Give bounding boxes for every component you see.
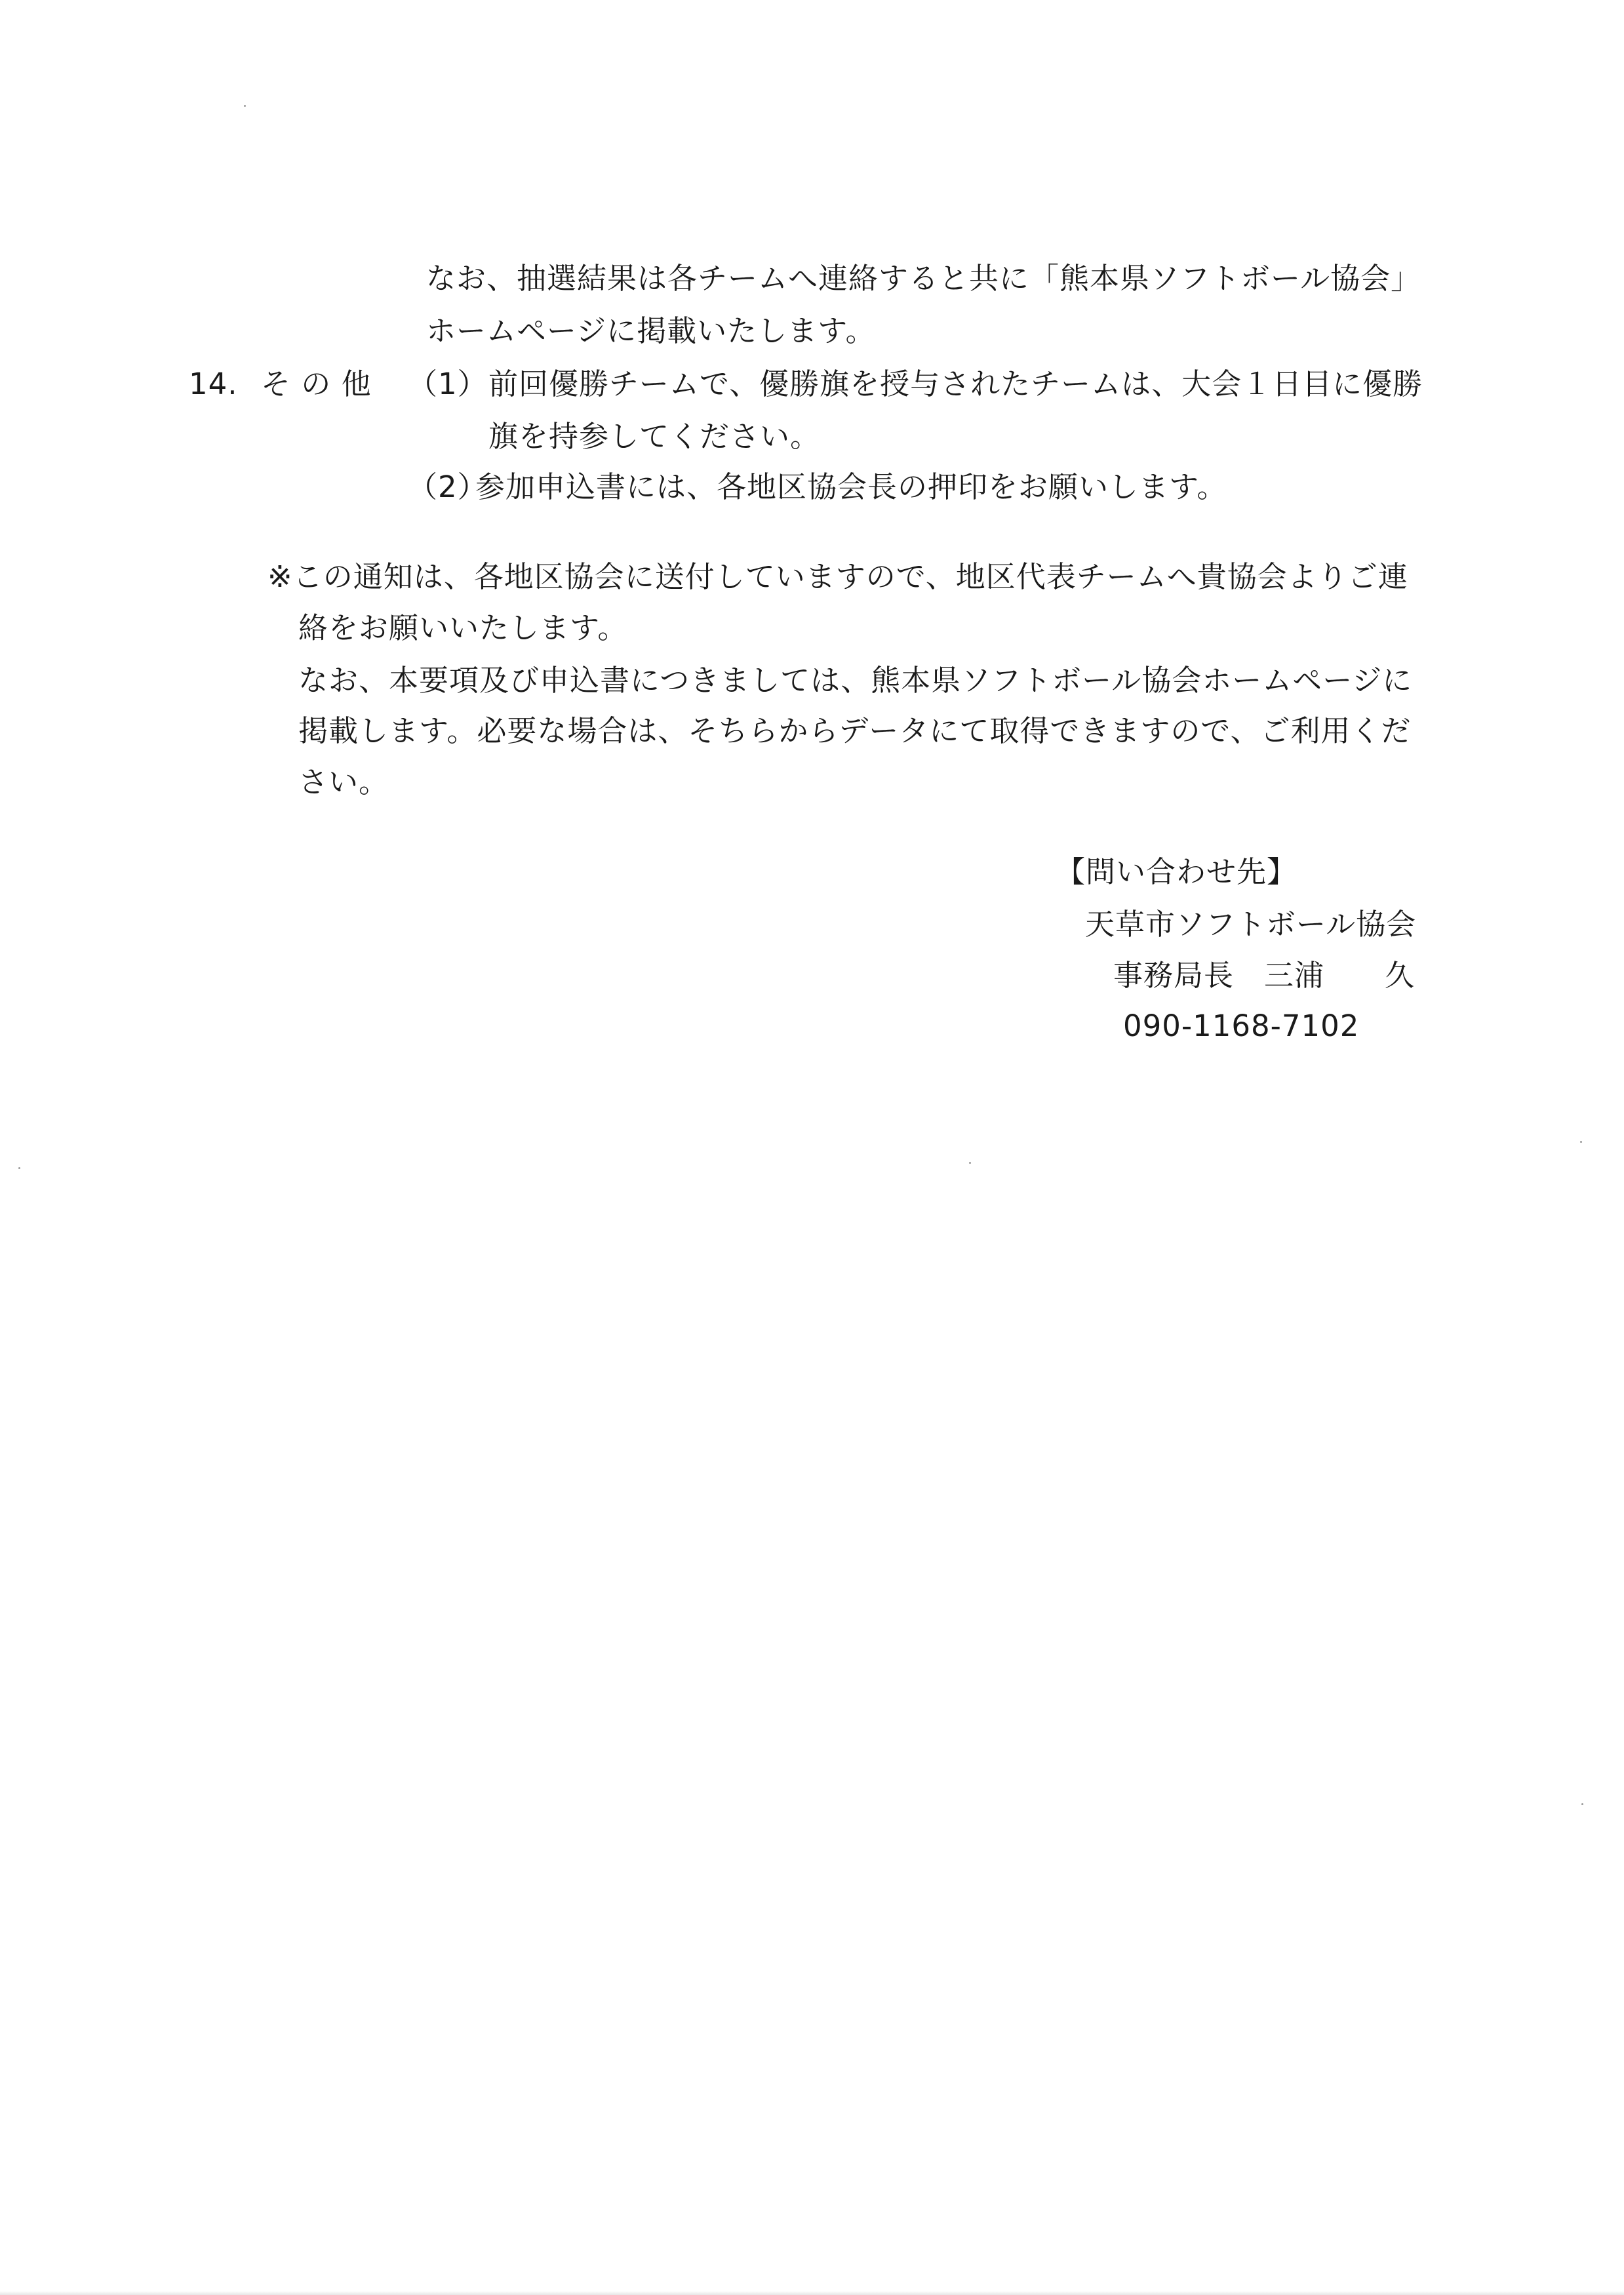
item-sub1-marker: （1） bbox=[408, 367, 488, 401]
scan-speck bbox=[1580, 1141, 1582, 1143]
contact-organization: 天草市ソフトボール協会 bbox=[1085, 907, 1417, 942]
item-heading: そ の 他 bbox=[261, 367, 372, 401]
notice-line-1: ※この通知は、各地区協会に送付していますので、地区代表チームへ貴協会よりご連 bbox=[267, 559, 1408, 594]
item-sub2-marker: （2） bbox=[408, 469, 488, 504]
notice-line-5: さい。 bbox=[298, 765, 389, 799]
scan-speck bbox=[244, 105, 246, 107]
drawing-note-line-1: なお、抽選結果は各チームへ連絡すると共に「熊本県ソフトボール協会」 bbox=[426, 261, 1421, 296]
contact-heading: 【問い合わせ先】 bbox=[1056, 854, 1297, 889]
scan-speck bbox=[1581, 1803, 1583, 1805]
item-sub2-text: 参加申込書には、各地区協会長の押印をお願いします。 bbox=[475, 469, 1227, 504]
item-number: 14. bbox=[189, 367, 238, 401]
notice-line-3: なお、本要項及び申込書につきましては、熊本県ソフトボール協会ホームページに bbox=[298, 663, 1413, 698]
scan-bottom-edge bbox=[0, 2291, 1624, 2295]
drawing-note-line-2: ホームページに掲載いたします。 bbox=[426, 313, 876, 348]
notice-line-2: 絡をお願いいたします。 bbox=[298, 610, 628, 645]
scan-speck bbox=[18, 1167, 20, 1169]
notice-line-4: 掲載します。必要な場合は、そちらからデータにて取得できますので、ご利用くだ bbox=[298, 713, 1412, 748]
contact-phone: 090-1168-7102 bbox=[1123, 1008, 1360, 1043]
contact-person: 事務局長 三浦 久 bbox=[1113, 958, 1416, 993]
item-sub1-line-1: 前回優勝チームで、優勝旗を授与されたチームは、大会１日目に優勝 bbox=[488, 367, 1423, 401]
scan-speck bbox=[969, 1162, 971, 1164]
item-sub1-line-2: 旗を持参してください。 bbox=[488, 419, 821, 454]
